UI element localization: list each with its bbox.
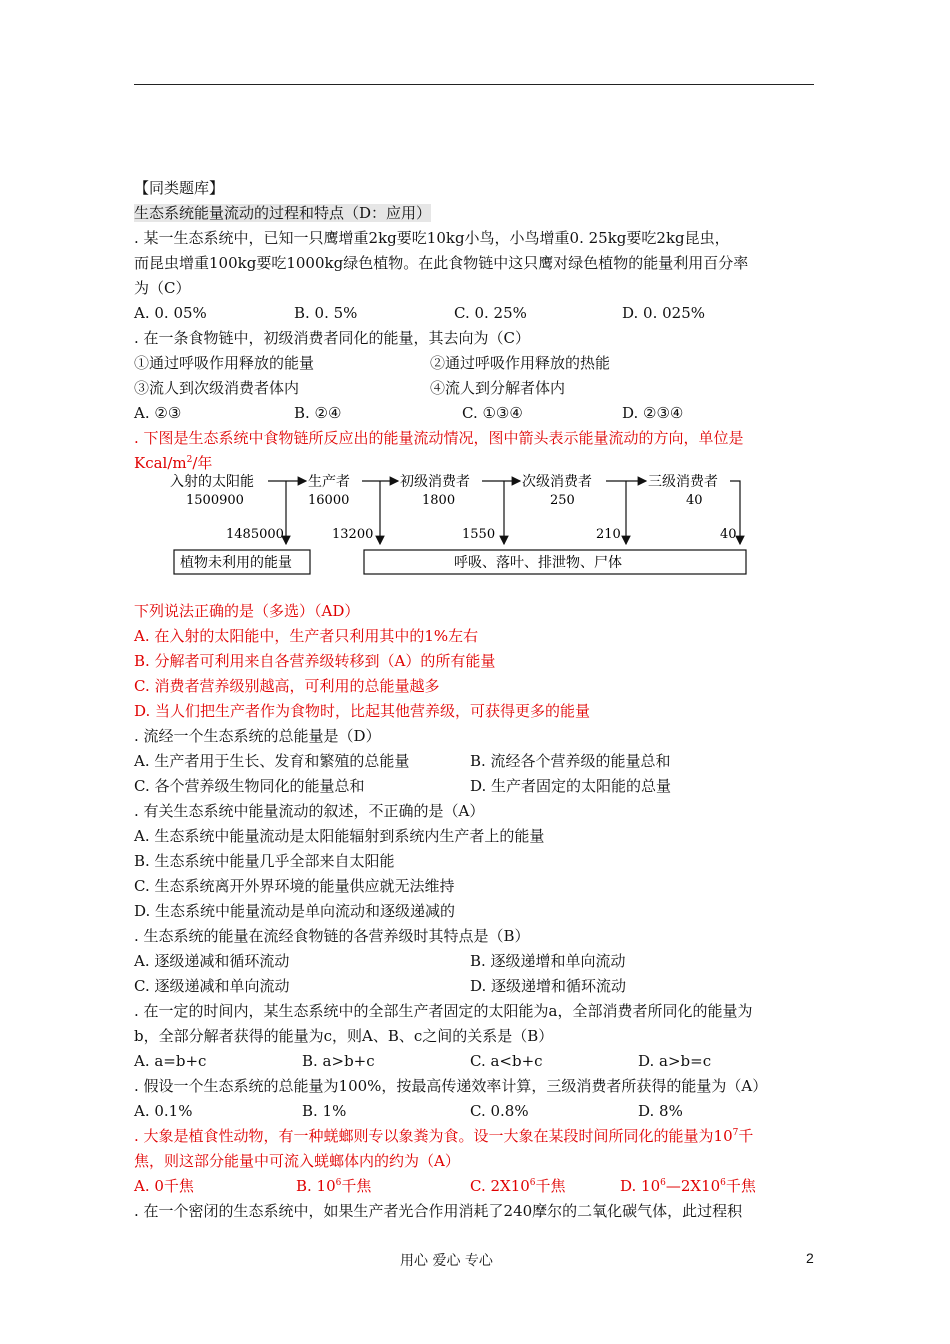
q2-options (134, 403, 683, 423)
q9-option-d-post: 千焦 (725, 1177, 756, 1195)
q3-line1: . 下图是生态系统中食物链所反应出的能量流动情况，图中箭头表示能量流动的方向，单位是 (134, 429, 744, 447)
section-title: 生态系统能量流动的过程和特点（D：应用） (134, 204, 432, 222)
q3-option-b: B. 分解者可利用来自各营养级转移到（A）的所有能量 (134, 652, 496, 670)
q6-option-b: B. 逐级递增和单向流动 (470, 952, 626, 970)
q4-option-c: C. 各个营养级生物同化的能量总和 (134, 777, 365, 795)
q3-stem: 下列说法正确的是（多选）（AD） (134, 602, 360, 620)
q7-line1: . 在一定的时间内，某生态系统中的全部生产者固定的太阳能为a，全部消费者所同化的能量为 (134, 1002, 753, 1020)
q1-option-d: D. 0. 025% (622, 304, 705, 322)
q9-option-d-sup: 6 (660, 1178, 666, 1188)
q2-option-c: C. ①③④ (462, 404, 523, 422)
q9-option-c-pre: C. 2X10 (470, 1177, 530, 1195)
node-label-tertiary: 三级消费者 (648, 474, 718, 490)
q2-items-row2 (134, 378, 565, 398)
q9-option-c-post: 千焦 (535, 1177, 566, 1195)
node-value-primary: 1800 (422, 493, 456, 508)
q6-option-a: A. 逐级递减和循环流动 (134, 952, 290, 970)
page-number: 2 (806, 1250, 814, 1266)
q9-option-c (470, 1176, 620, 1196)
q7-options (134, 1051, 711, 1071)
q1-line1: . 某一生态系统中，已知一只鹰增重2kg要吃10kg小鸟，小鸟增重0. 25kg要吃2kg昆虫， (134, 229, 730, 247)
q9-option-b-sup: 6 (335, 1178, 342, 1188)
q8-option-b: B. 1% (302, 1102, 347, 1120)
q4-option-a: A. 生产者用于生长、发育和繁殖的总能量 (134, 752, 410, 770)
q6-option-d: D. 逐级递增和循环流动 (470, 977, 627, 995)
energy-flow-diagram (160, 470, 760, 580)
q5-stem: . 有关生态系统中能量流动的叙述，不正确的是（A） (134, 802, 485, 820)
q7-option-c: C. a<b+c (470, 1052, 543, 1070)
q2-item-1: ①通过呼吸作用释放的能量 (134, 354, 315, 372)
q8-option-a: A. 0.1% (134, 1102, 193, 1120)
q2-items-row1 (134, 353, 610, 373)
q2-item-3: ③流人到次级消费者体内 (134, 379, 300, 397)
loss-value-tertiary: 40 (720, 527, 737, 542)
q7-option-b: B. a>b+c (302, 1052, 375, 1070)
q5-option-a: A. 生态系统中能量流动是太阳能辐射到系统内生产者上的能量 (134, 827, 545, 845)
q7-line2: b，全部分解者获得的能量为c，则A、B、c之间的关系是（B） (134, 1027, 554, 1045)
q4-options-row2 (134, 776, 671, 796)
q9-line1-pre: . 大象是植食性动物，有一种蜣螂则专以象粪为食。设一大象在某段时间所同化的能量为10 (134, 1127, 733, 1145)
node-label-producer: 生产者 (308, 474, 350, 490)
node-label-sun: 入射的太阳能 (170, 474, 254, 490)
q2-option-d: D. ②③④ (622, 404, 684, 422)
q1-option-c: C. 0. 25% (454, 304, 527, 322)
q1-line3: 为（C） (134, 279, 191, 297)
q1-line2: 而昆虫增重100kg要吃1000kg绿色植物。在此食物链中这只鹰对绿色植物的能量利用百分率 (134, 254, 749, 272)
q6-option-c: C. 逐级递减和单向流动 (134, 977, 290, 995)
q2-item-4: ④流人到分解者体内 (430, 379, 566, 397)
q9-option-b-pre: B. 10 (296, 1177, 336, 1195)
q7-option-d: D. a>b=c (638, 1052, 712, 1070)
q7-option-a: A. a=b+c (134, 1052, 207, 1070)
q9-line2: 焦，则这部分能量中可流入蜣螂体内的约为（A） (134, 1152, 460, 1170)
q4-options-row1 (134, 751, 671, 771)
q4-option-d: D. 生产者固定的太阳能的总量 (470, 777, 672, 795)
header-rule (134, 84, 814, 85)
q9-options (134, 1176, 756, 1196)
q1-option-b: B. 0. 5% (294, 304, 358, 322)
q8-option-c: C. 0.8% (470, 1102, 529, 1120)
page-footer: 用心 爱心 专心 (400, 1253, 493, 1269)
q5-option-b: B. 生态系统中能量几乎全部来自太阳能 (134, 852, 395, 870)
q5-option-d: D. 生态系统中能量流动是单向流动和逐级递减的 (134, 902, 456, 920)
q3-option-a: A. 在入射的太阳能中，生产者只利用其中的1%左右 (134, 627, 479, 645)
q6-stem: . 生态系统的能量在流经食物链的各营养级时其特点是（B） (134, 927, 530, 945)
q3-unit-sup: 2 (186, 455, 193, 465)
q9-line1-post: 千 (738, 1127, 754, 1145)
node-value-sun: 1500900 (186, 493, 244, 508)
box-loss-label: 呼吸、落叶、排泄物、尸体 (454, 555, 622, 571)
header-title: 【同类题库】 (134, 179, 225, 197)
loss-value-sun: 1485000 (226, 527, 284, 542)
node-value-secondary: 250 (550, 493, 575, 508)
q9-line1-sup: 7 (732, 1128, 739, 1138)
q10-line1: . 在一个密闭的生态系统中，如果生产者光合作用消耗了240摩尔的二氧化碳气体，此过程积 (134, 1202, 743, 1220)
loss-value-primary: 1550 (462, 527, 496, 542)
q2-option-a: A. ②③ (134, 404, 182, 422)
q9-option-b (296, 1176, 470, 1196)
q4-stem: . 流经一个生态系统的总能量是（D） (134, 727, 381, 745)
node-value-tertiary: 40 (686, 493, 703, 508)
q6-options-row2 (134, 976, 626, 996)
node-label-primary: 初级消费者 (400, 474, 470, 490)
q2-item-2: ②通过呼吸作用释放的热能 (430, 354, 611, 372)
node-label-secondary: 次级消费者 (522, 474, 592, 490)
node-value-producer: 16000 (308, 493, 350, 508)
q2-stem: . 在一条食物链中，初级消费者同化的能量，其去向为（C） (134, 329, 531, 347)
q1-options (134, 303, 705, 323)
q9-option-b-post: 千焦 (341, 1177, 372, 1195)
q9-option-d (620, 1176, 756, 1196)
q9-option-a: A. 0千焦 (134, 1177, 194, 1195)
q9-option-c-sup: 6 (529, 1178, 536, 1188)
q5-option-c: C. 生态系统离开外界环境的能量供应就无法维持 (134, 877, 455, 895)
q1-option-a: A. 0. 05% (134, 304, 207, 322)
box-unused-energy-label: 植物未利用的能量 (180, 555, 292, 571)
q3-option-c: C. 消费者营养级别越高，可利用的总能量越多 (134, 677, 440, 695)
q3-unit-pre: Kcal/m (134, 454, 187, 472)
q8-option-d: D. 8% (638, 1102, 683, 1120)
q9-option-d-sup2: 6 (720, 1178, 726, 1188)
q8-stem: . 假设一个生态系统的总能量为100%，按最高传递效率计算，三级消费者所获得的能量为（A） (134, 1077, 768, 1095)
q9-option-d-pre: D. 10 (620, 1177, 661, 1195)
q9-option-d-mid: —2X10 (665, 1177, 721, 1195)
q2-option-b: B. ②④ (294, 404, 342, 422)
loss-value-producer: 13200 (332, 527, 374, 542)
q4-option-b: B. 流经各个营养级的能量总和 (470, 752, 671, 770)
q8-options (134, 1101, 683, 1121)
q3-option-d: D. 当人们把生产者作为食物时，比起其他营养级，可获得更多的能量 (134, 702, 591, 720)
q9-line1 (134, 1126, 753, 1146)
loss-value-secondary: 210 (596, 527, 621, 542)
q6-options-row1 (134, 951, 626, 971)
q3-unit-post: /年 (192, 454, 213, 472)
